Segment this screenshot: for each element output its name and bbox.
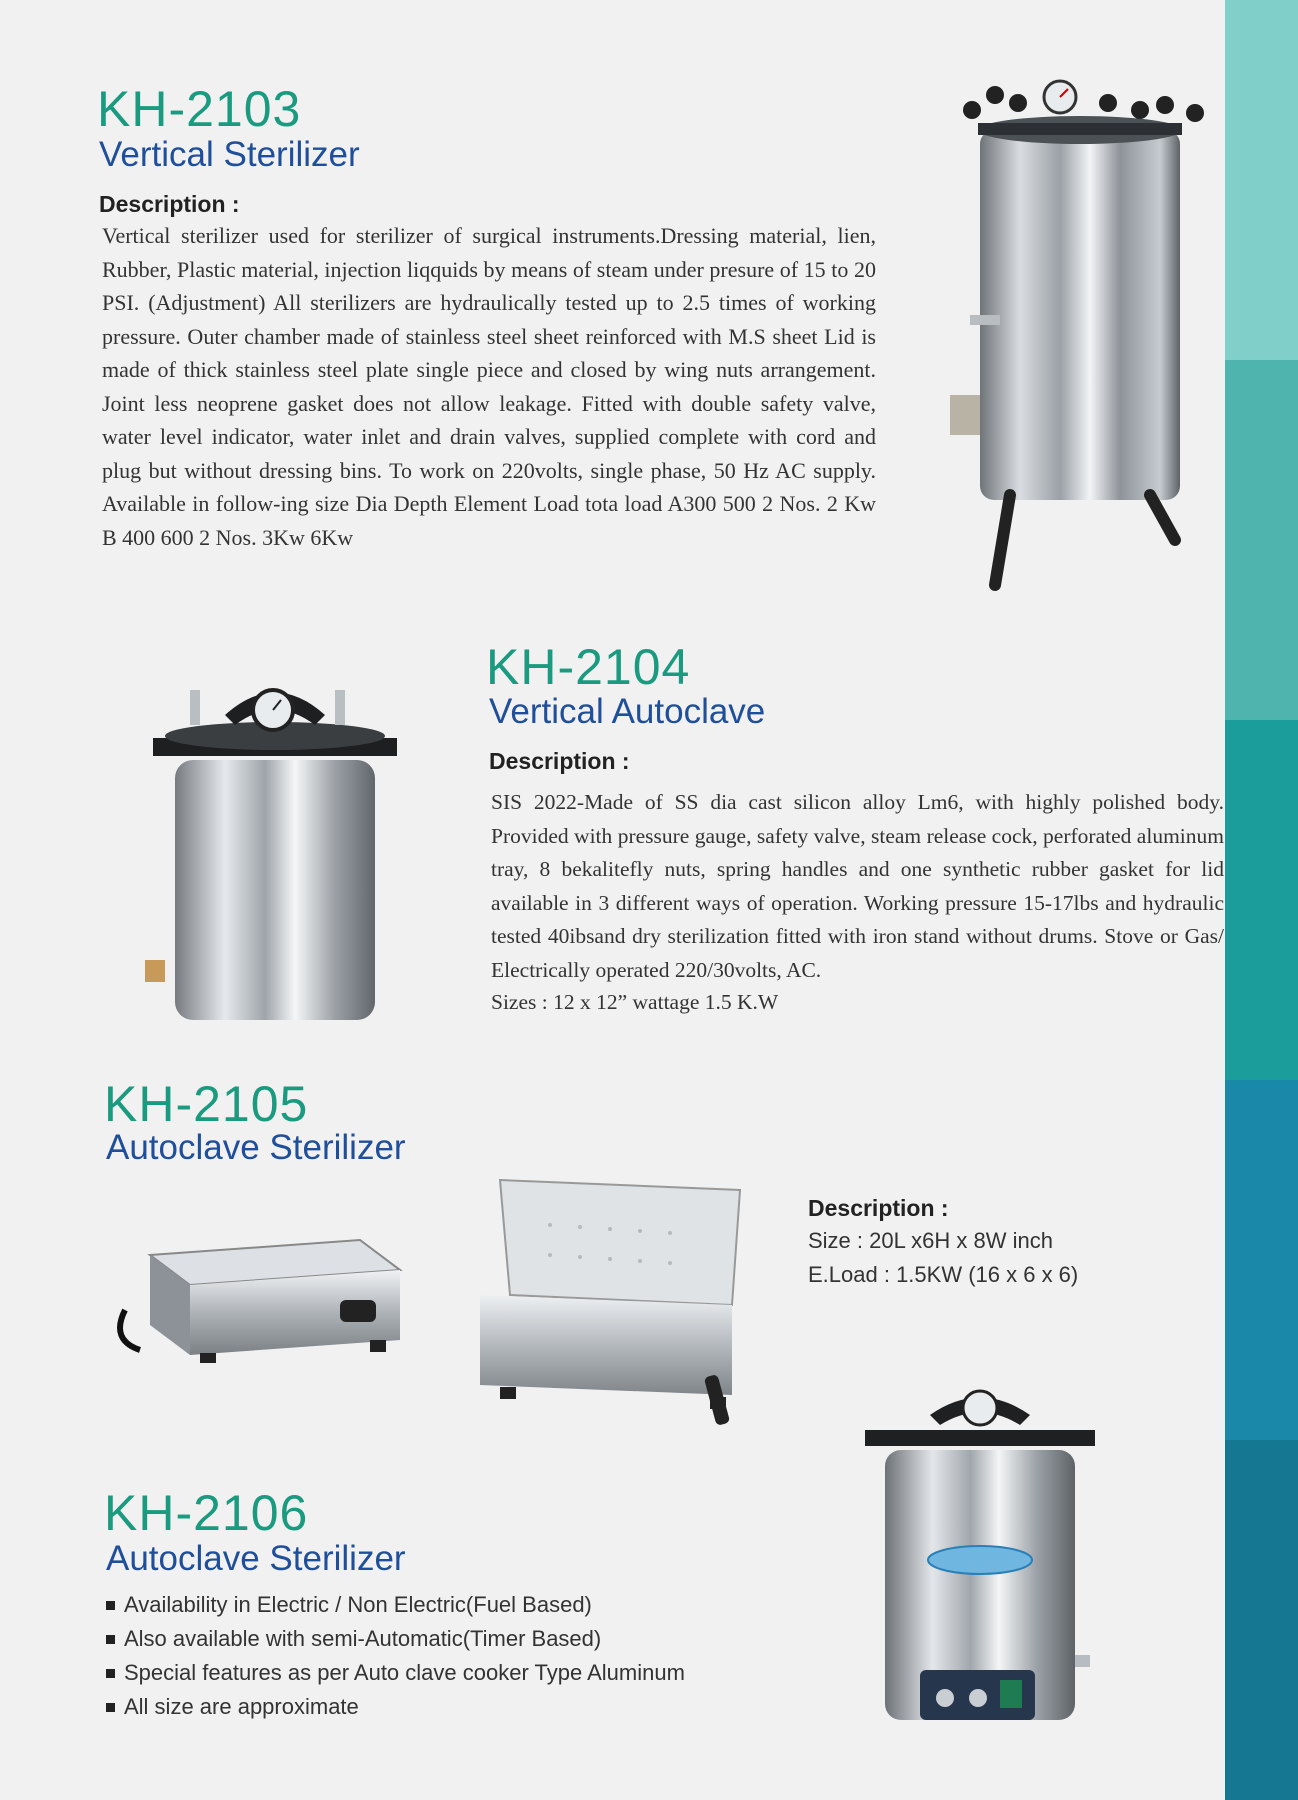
product-code: KH-2103 [97,81,302,137]
size-line: Size : 20L x6H x 8W inch [808,1228,1053,1253]
side-band-segment-2 [1225,360,1298,720]
description-text: Vertical sterilizer used for sterilizer of surgical instruments.Dressing material, lien, Rubber, Plastic material, injection liqquids by means of steam under presure of 15 to 20 PSI. (Adjustment) All sterilizers are hydraulically tested up to 2.5 times of working pressure. Outer chamber made of stainless steel sheet reinforced with M.S sheet Lid is made of thick stainless steel plate single piece and closed by wing nuts arrangement. Joint less neoprene gasket does not allow leakage. Fitted with double safety valve, water level indicator, water inlet and drain valves, supplied complete with cord and plug but without dressing bins. To work on 220volts, single phase, 50 Hz AC supply. Available in follow-ing size Dia Depth Element Load tota load A300 500 2 Nos. 2 Kw B 400 600 2 Nos. 3Kw 6Kw [102,223,876,550]
product-name: Vertical Autoclave [489,692,766,731]
product-name: Vertical Sterilizer [99,135,360,174]
description-label: Description : [99,191,240,217]
side-band-segment-4 [1225,1080,1298,1440]
feature-list [106,1588,685,1724]
list-item: Special features as per Auto clave cooker Type Aluminum [106,1656,685,1690]
side-band-segment-1 [1225,0,1298,360]
eload-line: E.Load : 1.5KW (16 x 6 x 6) [808,1262,1079,1287]
description-label: Description : [808,1195,949,1221]
vertical-sterilizer-icon [950,75,1220,605]
description-text: SIS 2022-Made of SS dia cast silicon alloy Lm6, with highly polished body. Provided with pressure gauge, safety valve, steam release cock, perforated aluminum tray, 8 bekalitefly nuts, spring handles and one synthetic rubber gasket for lid available in 3 different ways of operation. Working pressure 15-17lbs and hydraulic tested 40ibsand dry sterilization fitted with iron stand without drums. Stove or Gas/ Electrically operated 220/30volts, AC. [491,790,1224,982]
open-sterilizer-box-icon [470,1175,760,1435]
product-name: Autoclave Sterilizer [106,1539,406,1578]
product-code: KH-2106 [104,1485,309,1541]
product-code: KH-2104 [486,639,691,695]
list-item: Availability in Electric / Non Electric(Fuel Based) [106,1588,685,1622]
product-name: Autoclave Sterilizer [106,1128,406,1167]
list-item: All size are approximate [106,1690,685,1724]
side-band-segment-3 [1225,720,1298,1080]
description-label: Description : [489,748,630,774]
closed-sterilizer-box-icon [110,1215,410,1365]
side-band-segment-5 [1225,1440,1298,1800]
sizes-text: Sizes : 12 x 12” wattage 1.5 K.W [491,990,779,1014]
vertical-autoclave-icon [145,670,405,1030]
list-item: Also available with semi-Automatic(Timer Based) [106,1622,685,1656]
portable-autoclave-icon [860,1380,1095,1730]
product-code: KH-2105 [104,1076,309,1132]
